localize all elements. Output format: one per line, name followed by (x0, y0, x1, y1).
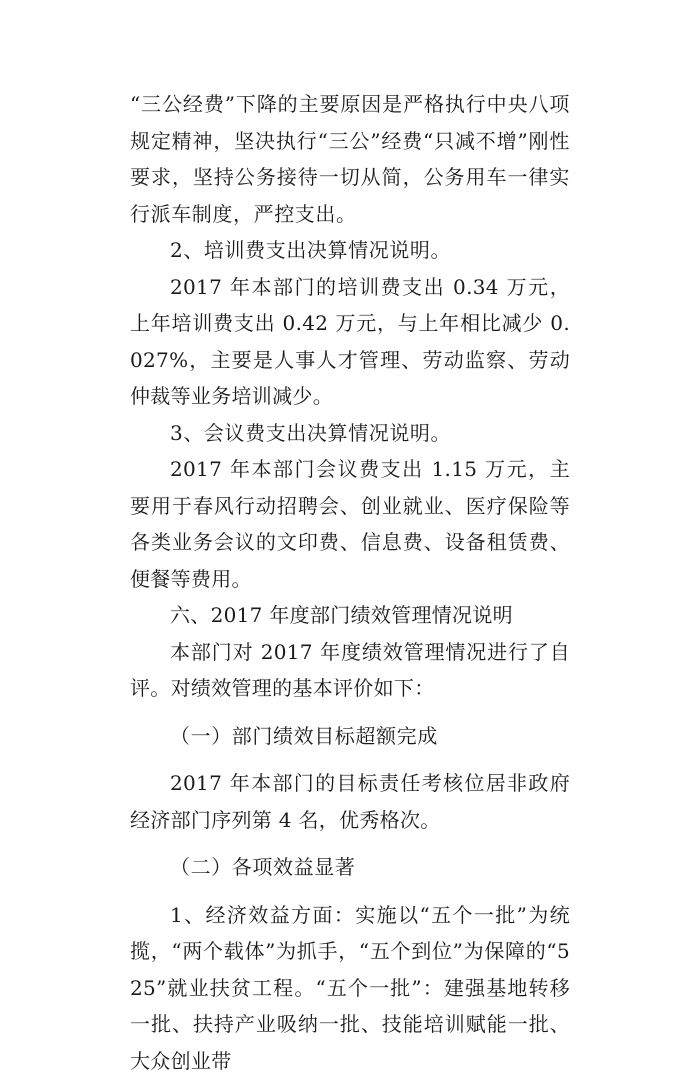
paragraph-self-evaluation: 本部门对 2017 年度绩效管理情况进行了自评。对绩效管理的基本评价如下： (130, 634, 570, 707)
heading-performance-section: 六、2017 年度部门绩效管理情况说明 (130, 597, 570, 634)
paragraph-sangong-reason: “三公经费”下降的主要原因是严格执行中央八项规定精神，坚决执行“三公”经费“只减不增”刚性要求，坚持公务接待一切从简，公务用车一律实行派车制度，严控支出。 (130, 86, 570, 232)
heading-meeting-fee: 3、会议费支出决算情况说明。 (130, 415, 570, 452)
document-body (130, 86, 570, 1079)
heading-training-fee: 2、培训费支出决算情况说明。 (130, 232, 570, 269)
heading-benefits: （二）各项效益显著 (130, 849, 570, 886)
heading-goal-completed: （一）部门绩效目标超额完成 (130, 718, 570, 755)
paragraph-meeting-fee: 2017 年本部门会议费支出 1.15 万元，主要用于春风行动招聘会、创业就业、医疗保险等各类业务会议的文印费、信息费、设备租赁费、便餐等费用。 (130, 451, 570, 597)
paragraph-economic-benefit: 1、经济效益方面：实施以“五个一批”为统揽，“两个载体”为抓手，“五个到位”为保障的“525”就业扶贫工程。“五个一批”：建强基地转移一批、扶持产业吸纳一批、技能培训赋能一批、大众创业带 (130, 897, 570, 1079)
paragraph-training-fee: 2017 年本部门的培训费支出 0.34 万元，上年培训费支出 0.42 万元，与上年相比减少 0.027%，主要是人事人才管理、劳动监察、劳动仲裁等业务培训减少。 (130, 269, 570, 415)
paragraph-assessment-rank: 2017 年本部门的目标责任考核位居非政府经济部门序列第 4 名，优秀格次。 (130, 765, 570, 838)
